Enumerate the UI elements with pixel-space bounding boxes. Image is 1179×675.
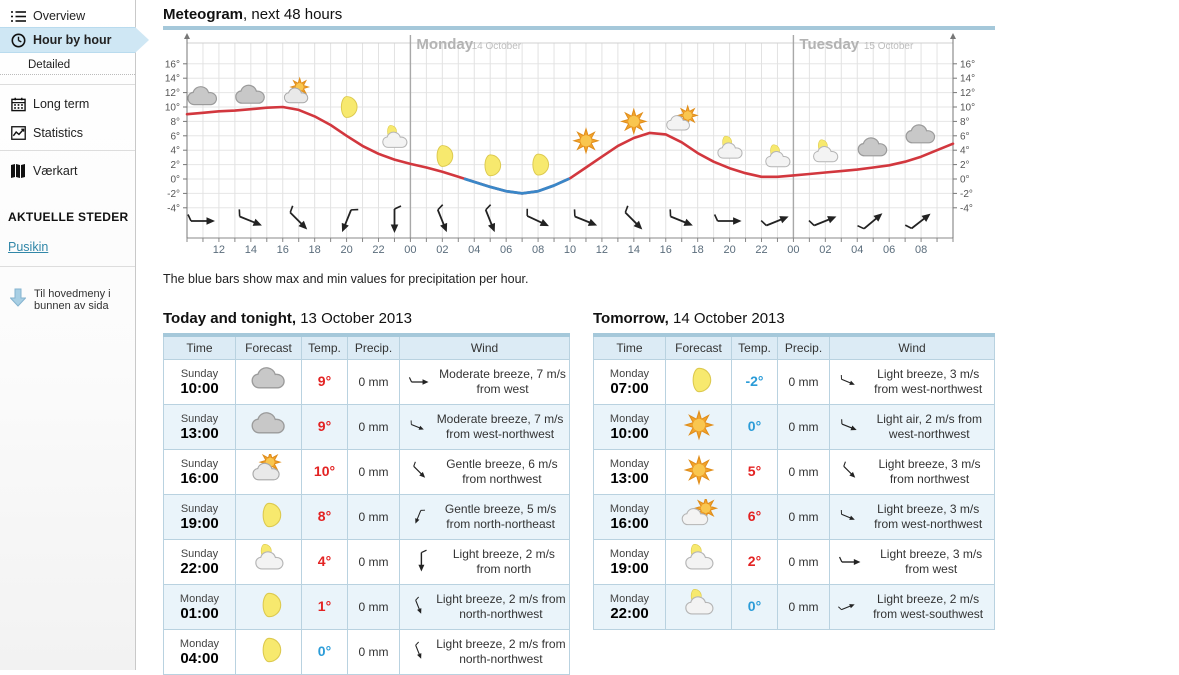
svg-text:12°: 12° (164, 88, 180, 100)
forecast-cell (666, 495, 732, 540)
precip-cell: 0 mm (348, 360, 400, 405)
wind-barb-icon (481, 205, 501, 234)
svg-text:4°: 4° (960, 145, 970, 157)
to-main-menu-link[interactable] (10, 288, 128, 312)
cloud-icon (246, 364, 292, 396)
wind-cell: Gentle breeze, 6 m/s from northwest (400, 450, 570, 495)
wind-cell: Light breeze, 3 m/s from west (830, 540, 995, 585)
precip-caption: The blue bars show max and min values for precipitation per hour. (163, 272, 529, 286)
sun-icon (574, 129, 598, 153)
wind-arrow-icon (838, 503, 858, 531)
time-cell: Monday 10:00 (594, 405, 666, 450)
svg-text:00: 00 (787, 244, 800, 256)
precip-cell: 0 mm (778, 360, 830, 405)
wind-cell: Light breeze, 2 m/s from north-northwest (400, 630, 570, 675)
table-row (164, 405, 570, 450)
table-row (594, 540, 995, 585)
svg-text:00: 00 (404, 244, 417, 256)
page-title (163, 6, 342, 23)
precip-cell: 0 mm (348, 585, 400, 630)
precip-cell: 0 mm (778, 450, 830, 495)
list-icon (10, 8, 26, 24)
wind-cell: Gentle breeze, 5 m/s from north-northeast (400, 495, 570, 540)
moon-icon (246, 589, 292, 621)
table-row (594, 360, 995, 405)
wind-arrow-icon (408, 503, 428, 531)
svg-text:16°: 16° (164, 59, 180, 71)
svg-text:16: 16 (659, 244, 672, 256)
sidebar-item-label: Statistics (33, 126, 84, 140)
forecast-cell (666, 585, 732, 630)
svg-text:12°: 12° (960, 88, 976, 100)
forecast-cell (236, 405, 302, 450)
wind-barb-icon (666, 209, 695, 229)
temp-cell: 1° (302, 585, 348, 630)
sun-icon (676, 409, 722, 441)
svg-text:10°: 10° (960, 102, 976, 114)
svg-text:6°: 6° (960, 131, 970, 143)
table-row (164, 450, 570, 495)
svg-text:Monday: Monday (416, 36, 474, 53)
column-header: Forecast (236, 335, 302, 360)
wind-cell: Light breeze, 3 m/s from northwest (830, 450, 995, 495)
page-title-bold: Meteogram (163, 6, 244, 23)
forecast-cell (236, 360, 302, 405)
sun-cloud-icon (667, 106, 697, 130)
wind-barb-icon (235, 209, 264, 229)
moon-icon (676, 364, 722, 396)
moon-cloud-icon (814, 140, 838, 162)
precip-cell: 0 mm (348, 495, 400, 540)
precip-cell: 0 mm (348, 630, 400, 675)
sun-icon (622, 109, 646, 133)
svg-text:10: 10 (563, 244, 577, 256)
temp-cell: 10° (302, 450, 348, 495)
time-cell: Monday 22:00 (594, 585, 666, 630)
wind-cell: Light breeze, 3 m/s from west-northwest (830, 495, 995, 540)
temp-cell: 9° (302, 405, 348, 450)
wind-arrow-icon (838, 548, 864, 576)
wind-barb-icon (858, 208, 885, 233)
wind-barb-icon (761, 210, 790, 230)
svg-text:06: 06 (883, 244, 896, 256)
meteogram-chart (160, 33, 996, 261)
table-row (594, 450, 995, 495)
time-cell: Monday 01:00 (164, 585, 236, 630)
precip-cell: 0 mm (348, 405, 400, 450)
time-cell: Sunday 16:00 (164, 450, 236, 495)
meteogram-svg (160, 33, 996, 261)
temp-cell: 9° (302, 360, 348, 405)
down-arrow-icon (10, 288, 26, 310)
wind-barb-icon (809, 210, 838, 230)
table-row (164, 585, 570, 630)
precip-cell: 0 mm (348, 450, 400, 495)
svg-text:04: 04 (851, 244, 864, 256)
svg-text:04: 04 (468, 244, 481, 256)
temp-cell: 0° (732, 405, 778, 450)
column-header: Forecast (666, 335, 732, 360)
svg-text:2°: 2° (170, 160, 180, 172)
svg-text:16°: 16° (960, 59, 976, 71)
wind-barb-icon (715, 215, 742, 225)
wind-barb-icon (188, 215, 215, 225)
temp-cell: 0° (732, 585, 778, 630)
cloud-icon (188, 87, 216, 105)
table-header-row (594, 335, 995, 360)
forecast-cell (236, 585, 302, 630)
svg-text:08: 08 (914, 244, 928, 256)
table-row (164, 630, 570, 675)
sun-cloud-icon (676, 499, 722, 531)
sidebar-separator (0, 84, 135, 85)
moon-icon (533, 154, 549, 175)
svg-text:18: 18 (691, 244, 704, 256)
svg-text:12: 12 (595, 244, 609, 256)
forecast-cell (666, 540, 732, 585)
svg-text:10°: 10° (164, 102, 180, 114)
precip-cell: 0 mm (348, 540, 400, 585)
time-cell: Monday 13:00 (594, 450, 666, 495)
sidebar-item-weather-map[interactable] (0, 159, 135, 183)
svg-text:02: 02 (436, 244, 449, 256)
wind-arrow-icon (838, 593, 858, 621)
table-header-row (164, 335, 570, 360)
column-header: Precip. (778, 335, 830, 360)
wind-arrow-icon (408, 413, 427, 441)
time-cell: Sunday 13:00 (164, 405, 236, 450)
svg-text:14 October: 14 October (471, 41, 522, 52)
moon-cloud-icon (383, 125, 407, 147)
moon-cloud-icon (246, 544, 292, 576)
svg-text:16: 16 (276, 244, 289, 256)
svg-text:0°: 0° (170, 174, 180, 186)
wind-barb-icon (571, 209, 600, 229)
temp-cell: 4° (302, 540, 348, 585)
sidebar-item-statistics[interactable] (0, 121, 135, 145)
svg-text:15 October: 15 October (863, 41, 914, 52)
moon-icon (246, 499, 292, 531)
temp-cell: 2° (732, 540, 778, 585)
time-cell: Sunday 19:00 (164, 495, 236, 540)
moon-icon (341, 97, 357, 118)
svg-text:2°: 2° (960, 160, 970, 172)
wind-barb-icon (433, 205, 453, 234)
current-places-header: AKTUELLE STEDER (8, 210, 129, 224)
table-title: Tomorrow, 14 October 2013 (593, 310, 785, 327)
sidebar-item-label: Overview (33, 9, 86, 23)
sun-cloud-gray-icon (246, 454, 292, 486)
page-title-rest: , next 48 hours (243, 6, 343, 23)
forecast-cell (236, 495, 302, 540)
time-cell: Sunday 10:00 (164, 360, 236, 405)
precip-cell: 0 mm (778, 405, 830, 450)
map-icon (10, 163, 26, 179)
sun-cloud-gray-icon (284, 78, 308, 102)
time-cell: Monday 07:00 (594, 360, 666, 405)
cloud-icon (246, 409, 292, 441)
wind-cell: Moderate breeze, 7 m/s from west (400, 360, 570, 405)
column-header: Time (594, 335, 666, 360)
svg-text:-4°: -4° (960, 203, 973, 215)
svg-text:0°: 0° (960, 174, 970, 186)
sidebar-item-long-term[interactable] (0, 92, 135, 116)
table-row (164, 495, 570, 540)
table-row (594, 585, 995, 630)
svg-text:14°: 14° (164, 73, 180, 85)
forecast-cell (666, 405, 732, 450)
sidebar-item-hour-by-hour[interactable] (0, 27, 135, 53)
moon-cloud-icon (676, 544, 722, 576)
svg-text:14°: 14° (960, 73, 976, 85)
moon-icon (485, 155, 501, 176)
sidebar (0, 0, 136, 670)
svg-text:20: 20 (723, 244, 736, 256)
stats-icon (10, 125, 26, 141)
svg-text:14: 14 (244, 244, 257, 256)
svg-text:20: 20 (340, 244, 353, 256)
column-header: Time (164, 335, 236, 360)
column-header: Wind (830, 335, 995, 360)
svg-text:08: 08 (531, 244, 545, 256)
moon-icon (246, 634, 292, 666)
column-header: Temp. (732, 335, 778, 360)
wind-arrow-icon (408, 593, 429, 621)
time-cell: Monday 04:00 (164, 630, 236, 675)
wind-arrow-icon (838, 458, 861, 486)
wind-arrow-icon (408, 638, 429, 666)
forecast-table (593, 333, 995, 630)
forecast-cell (236, 540, 302, 585)
time-cell: Sunday 22:00 (164, 540, 236, 585)
place-link[interactable]: Pusikin (8, 240, 49, 254)
moon-cloud-icon (676, 589, 722, 621)
precip-cell: 0 mm (778, 540, 830, 585)
svg-text:-4°: -4° (167, 203, 180, 215)
forecast-table-tomorrow (593, 310, 995, 630)
svg-text:8°: 8° (170, 116, 180, 128)
wind-cell: Light breeze, 2 m/s from west-southwest (830, 585, 995, 630)
moon-cloud-icon (718, 136, 742, 158)
svg-text:-2°: -2° (960, 188, 973, 200)
column-header: Wind (400, 335, 570, 360)
forecast-table (163, 333, 570, 675)
sidebar-item-label: Long term (33, 97, 90, 111)
wind-arrow-icon (838, 413, 861, 441)
svg-text:02: 02 (819, 244, 832, 256)
temp-cell: 8° (302, 495, 348, 540)
table-row (594, 495, 995, 540)
wind-cell: Light breeze, 2 m/s from north (400, 540, 570, 585)
cloud-icon (236, 85, 264, 103)
wind-arrow-icon (408, 368, 432, 396)
forecast-table-today (163, 310, 570, 675)
moon-cloud-icon (766, 145, 790, 167)
table-row (164, 540, 570, 585)
table-row (594, 405, 995, 450)
wind-arrow-icon (838, 368, 858, 396)
moon-icon (437, 146, 453, 167)
temp-cell: 5° (732, 450, 778, 495)
sidebar-separator (0, 150, 135, 151)
precip-cell: 0 mm (778, 585, 830, 630)
sidebar-item-label: Værkart (33, 164, 78, 178)
sidebar-item-label: Hour by hour (33, 33, 112, 47)
cloud-icon (906, 125, 934, 143)
svg-text:8°: 8° (960, 116, 970, 128)
svg-text:22: 22 (755, 244, 768, 256)
wind-barb-icon (391, 206, 401, 233)
sidebar-item-overview[interactable] (0, 4, 135, 28)
svg-text:Tuesday: Tuesday (799, 36, 860, 53)
forecast-cell (236, 450, 302, 495)
table-title: Today and tonight, 13 October 2013 (163, 310, 412, 327)
wind-arrow-icon (408, 458, 431, 486)
svg-text:-2°: -2° (167, 188, 180, 200)
sidebar-item-label: Detailed (28, 59, 71, 71)
time-cell: Monday 16:00 (594, 495, 666, 540)
calendar-icon (10, 96, 26, 112)
forecast-cell (666, 360, 732, 405)
column-header: Precip. (348, 335, 400, 360)
temp-cell: 0° (302, 630, 348, 675)
title-underline (163, 26, 995, 30)
precip-cell: 0 mm (778, 495, 830, 540)
time-cell: Monday 19:00 (594, 540, 666, 585)
svg-text:6°: 6° (170, 131, 180, 143)
forecast-cell (666, 450, 732, 495)
cloud-icon (858, 138, 886, 156)
wind-arrow-icon (408, 548, 435, 576)
temp-cell: 6° (732, 495, 778, 540)
wind-cell: Light breeze, 3 m/s from west-northwest (830, 360, 995, 405)
wind-cell: Light air, 2 m/s from west-northwest (830, 405, 995, 450)
sun-icon (676, 454, 722, 486)
sidebar-item-detailed[interactable] (0, 55, 135, 75)
clock-icon (10, 32, 26, 48)
sidebar-separator (0, 266, 135, 267)
table-row (164, 360, 570, 405)
wind-barb-icon (523, 209, 552, 230)
forecast-cell (236, 630, 302, 675)
svg-text:06: 06 (500, 244, 513, 256)
footer-link-label: Til hovedmeny i bunnen av sida (34, 288, 111, 312)
wind-cell: Light breeze, 2 m/s from north-northwest (400, 585, 570, 630)
wind-cell: Moderate breeze, 7 m/s from west-northwest (400, 405, 570, 450)
svg-text:4°: 4° (170, 145, 180, 157)
wind-barb-icon (339, 206, 359, 235)
svg-text:14: 14 (627, 244, 640, 256)
column-header: Temp. (302, 335, 348, 360)
svg-text:22: 22 (372, 244, 385, 256)
svg-text:12: 12 (212, 244, 226, 256)
temp-cell: -2° (732, 360, 778, 405)
wind-barb-icon (905, 208, 933, 233)
svg-text:18: 18 (308, 244, 321, 256)
